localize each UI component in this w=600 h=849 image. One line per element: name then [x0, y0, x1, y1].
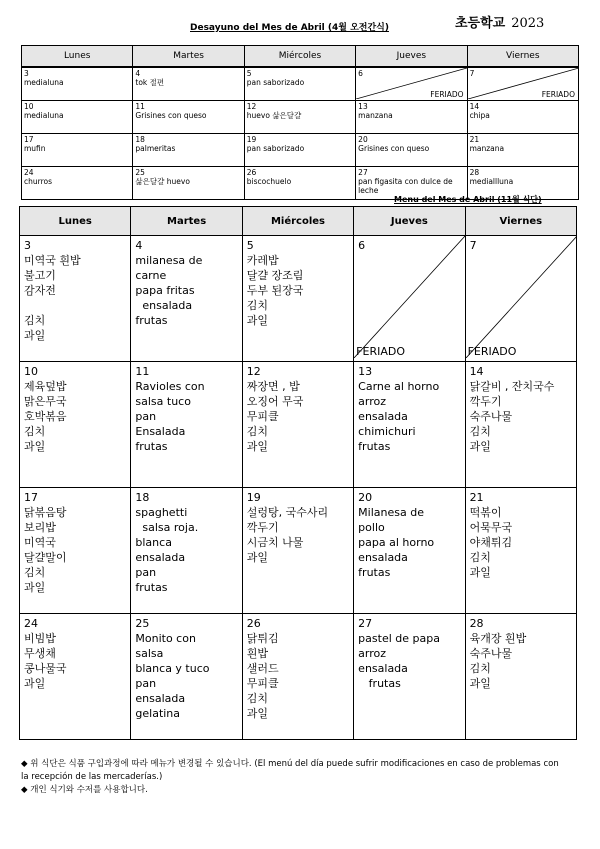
- menu-item: 무피클: [246, 677, 279, 690]
- menu-item: 시금치 나물: [246, 536, 304, 549]
- day-number: 21: [469, 491, 484, 504]
- menu-item: 무생채: [24, 647, 56, 660]
- breakfast-row: [22, 134, 579, 167]
- menu-item: ensalada: [358, 410, 408, 423]
- menu-item: arroz: [358, 647, 387, 660]
- breakfast-item: Grisines con queso: [358, 144, 430, 153]
- note-1: ◆ 위 식단은 식품 구입과정에 따라 메뉴가 변경될 수 있습니다. (El menú del día puede sufrir modificaciones en caso de problemas con la recepción de las mercaderías.): [21, 759, 559, 782]
- menu-cell: [20, 236, 131, 362]
- breakfast-cell: [356, 67, 467, 101]
- menu-cell: [131, 488, 242, 614]
- menu-row: [20, 236, 577, 362]
- menu-item: 김치: [24, 566, 46, 579]
- breakfast-item: pan saborizado: [246, 144, 305, 153]
- holiday-label: FERIADO: [356, 345, 405, 358]
- menu-item: salsa roja.: [135, 521, 199, 534]
- breakfast-item: mediallluna: [469, 177, 514, 186]
- day-header: Miércoles: [244, 46, 355, 68]
- day-number: 6: [358, 239, 366, 252]
- day-number: 25: [135, 617, 150, 630]
- day-header: Jueves: [354, 207, 465, 236]
- menu-item: 과일: [246, 551, 269, 564]
- menu-row: [20, 362, 577, 488]
- breakfast-cell: [467, 67, 578, 101]
- menu-item: Monito con: [135, 632, 196, 645]
- day-header: Martes: [133, 46, 244, 68]
- breakfast-cell: [22, 101, 133, 134]
- menu-item: 콩나물국: [24, 662, 67, 675]
- menu-item: papa fritas: [135, 284, 195, 297]
- breakfast-item: biscochuelo: [246, 177, 292, 186]
- breakfast-item: Grisines con queso: [135, 111, 207, 120]
- holiday-slash-line: [466, 236, 577, 358]
- holiday-label: FERIADO: [541, 90, 575, 99]
- menu-item: 과일: [24, 440, 46, 453]
- day-number: 27: [358, 168, 368, 177]
- menu-item: pan: [135, 677, 157, 690]
- menu-item: 과일: [24, 581, 46, 594]
- menu-item: 흰밥: [246, 647, 269, 660]
- menu-cell: [465, 362, 576, 488]
- menu-item: frutas: [135, 440, 168, 453]
- menu-item: Ensalada: [135, 425, 186, 438]
- day-number: 27: [358, 617, 373, 630]
- lunch-menu-table: [19, 206, 577, 740]
- day-number: 4: [135, 69, 141, 78]
- day-number: 11: [135, 365, 150, 378]
- holiday-slash: [354, 236, 465, 358]
- day-number: 12: [246, 102, 257, 111]
- menu-item: 닭갈비 , 잔치국수: [469, 380, 555, 393]
- menu-item: 무피클: [246, 410, 279, 423]
- menu-item: 설렁탕, 국수사리: [246, 506, 329, 519]
- menu-item: 떡볶이: [469, 506, 502, 519]
- menu-item: 깍두기: [246, 521, 279, 534]
- breakfast-cell: [133, 167, 244, 200]
- day-number: 10: [24, 102, 34, 111]
- menu-item: blanca: [135, 536, 172, 549]
- menu-item: 깍두기: [469, 395, 502, 408]
- menu-item: 달걀 장조림: [246, 269, 304, 282]
- breakfast-item: palmeritas: [135, 144, 176, 153]
- breakfast-item: pan figasita con dulce de leche: [358, 177, 453, 195]
- day-header: Lunes: [22, 46, 133, 68]
- day-number: 25: [135, 168, 145, 177]
- menu-item: 과일: [469, 440, 491, 453]
- holiday-label: FERIADO: [430, 90, 464, 99]
- breakfast-item: chipa: [469, 111, 490, 120]
- day-number: 11: [135, 102, 145, 111]
- day-number: 4: [135, 239, 143, 252]
- menu-cell: [20, 362, 131, 488]
- breakfast-item: medialuna: [24, 111, 64, 120]
- menu-item: 김치: [246, 299, 269, 312]
- day-number: 12: [246, 365, 261, 378]
- menu-item: gelatina: [135, 707, 181, 720]
- menu-item: Carne al horno: [358, 380, 440, 393]
- day-number: 14: [469, 102, 480, 111]
- menu-item: pan: [135, 566, 157, 579]
- breakfast-cell: [133, 67, 244, 101]
- day-number: 20: [358, 135, 368, 144]
- menu-item: 과일: [246, 314, 269, 327]
- breakfast-cell: [467, 134, 578, 167]
- menu-item: 비빔밥: [24, 632, 56, 645]
- menu-row: [20, 488, 577, 614]
- menu-item: 김치: [24, 425, 46, 438]
- day-number: 28: [469, 168, 480, 177]
- school-label: 초등학교: [455, 16, 506, 31]
- breakfast-table: [21, 45, 579, 200]
- breakfast-row: [22, 101, 579, 134]
- menu-cell: [354, 362, 465, 488]
- menu-item: 과일: [469, 677, 491, 690]
- day-header: Viernes: [467, 46, 578, 68]
- breakfast-cell: [22, 134, 133, 167]
- day-header: Miércoles: [242, 207, 353, 236]
- day-number: 20: [358, 491, 373, 504]
- menu-item: 두부 된장국: [246, 284, 304, 297]
- menu-cell: [354, 614, 465, 740]
- menu-cell: [465, 614, 576, 740]
- breakfast-item: mufin: [24, 144, 46, 153]
- menu-item: 김치: [246, 692, 269, 705]
- menu-item: 과일: [469, 566, 491, 579]
- menu-item: 짜장면 , 밥: [246, 380, 300, 393]
- breakfast-item: churros: [24, 177, 52, 186]
- breakfast-cell: [22, 67, 133, 101]
- breakfast-item: medialuna: [24, 78, 64, 87]
- day-number: 14: [469, 365, 484, 378]
- breakfast-cell: [244, 167, 355, 200]
- breakfast-item: manzana: [469, 144, 505, 153]
- breakfast-item: huevo 삶은달걀: [246, 111, 302, 120]
- menu-item: frutas: [358, 566, 391, 579]
- breakfast-cell: [133, 101, 244, 134]
- menu-item: carne: [135, 269, 167, 282]
- menu-item: 숙주나물: [469, 410, 513, 423]
- menu-item: ensalada: [135, 299, 193, 312]
- menu-item: 호박볶음: [24, 410, 67, 423]
- breakfast-cell: [244, 134, 355, 167]
- menu-item: chimichuri: [358, 425, 416, 438]
- day-number: 7: [469, 69, 475, 78]
- menu-item: 카레밥: [246, 254, 279, 267]
- menu-item: milanesa de: [135, 254, 203, 267]
- menu-item: ensalada: [135, 551, 186, 564]
- menu-item: frutas: [135, 581, 168, 594]
- menu-item: 김치: [24, 314, 46, 327]
- menu-item: papa al horno: [358, 536, 435, 549]
- menu-item: 미역국 흰밥: [24, 254, 81, 267]
- menu-item: pollo: [358, 521, 385, 534]
- notes: [21, 758, 566, 797]
- menu-item: salsa: [135, 647, 164, 660]
- breakfast-cell: [133, 134, 244, 167]
- holiday-slash-line: [354, 236, 465, 358]
- menu-item: 닭볶음탕: [24, 506, 67, 519]
- breakfast-cell: [244, 101, 355, 134]
- menu-item: 김치: [469, 425, 491, 438]
- menu-item: ensalada: [358, 551, 408, 564]
- menu-item: 샐러드: [246, 662, 279, 675]
- menu-item: pan: [135, 410, 157, 423]
- breakfast-item: pan saborizado: [246, 78, 305, 87]
- breakfast-cell: [22, 167, 133, 200]
- menu-title: Menu del Mes de Abril (11월 식단): [394, 195, 542, 204]
- breakfast-item: manzana: [358, 111, 393, 120]
- menu-item: 닭튀김: [246, 632, 279, 645]
- menu-cell: [465, 488, 576, 614]
- note-2: ◆ 개인 식기와 수저를 사용합니다.: [21, 785, 148, 795]
- holiday-slash: [466, 236, 577, 358]
- menu-item: 야채튀김: [469, 536, 513, 549]
- day-number: 13: [358, 102, 368, 111]
- menu-item: frutas: [358, 677, 401, 690]
- menu-cell: [20, 488, 131, 614]
- menu-cell: [242, 362, 353, 488]
- menu-item: 과일: [246, 440, 269, 453]
- menu-item: 미역국: [24, 536, 56, 549]
- menu-item: 감자전: [24, 284, 56, 297]
- school-name: [455, 12, 544, 31]
- menu-item: 제육덮밥: [24, 380, 67, 393]
- day-number: 5: [246, 239, 254, 252]
- menu-item: 숙주나물: [469, 647, 513, 660]
- menu-cell: [242, 488, 353, 614]
- breakfast-item: 삶은달걀 huevo: [135, 177, 190, 186]
- day-number: 6: [358, 69, 363, 78]
- menu-item: [24, 298, 126, 313]
- day-number: 19: [246, 135, 257, 144]
- menu-item: 김치: [469, 551, 491, 564]
- day-number: 28: [469, 617, 484, 630]
- day-header: Viernes: [465, 207, 576, 236]
- menu-item: 김치: [246, 425, 269, 438]
- menu-row: [20, 614, 577, 740]
- menu-item: 어묵무국: [469, 521, 513, 534]
- day-number: 3: [24, 69, 29, 78]
- day-number: 5: [246, 69, 252, 78]
- menu-cell: [242, 614, 353, 740]
- menu-item: 과일: [24, 329, 46, 342]
- breakfast-cell: [467, 101, 578, 134]
- day-number: 26: [246, 617, 261, 630]
- menu-item: 불고기: [24, 269, 56, 282]
- breakfast-cell: [356, 101, 467, 134]
- day-number: 18: [135, 135, 145, 144]
- day-header: Martes: [131, 207, 242, 236]
- breakfast-title: Desayuno del Mes de Abril (4월 오전간식): [190, 23, 389, 33]
- breakfast-cell: [244, 67, 355, 101]
- day-number: 10: [24, 365, 38, 378]
- day-number: 17: [24, 135, 34, 144]
- day-number: 24: [24, 168, 34, 177]
- day-number: 21: [469, 135, 480, 144]
- menu-item: salsa tuco: [135, 395, 191, 408]
- day-header: Jueves: [356, 46, 467, 68]
- day-header: Lunes: [20, 207, 131, 236]
- day-number: 13: [358, 365, 373, 378]
- menu-item: spaghetti: [135, 506, 188, 519]
- day-number: 17: [24, 491, 38, 504]
- menu-item: blanca y tuco: [135, 662, 210, 675]
- menu-item: 육개장 흰밥: [469, 632, 527, 645]
- menu-item: Ravioles con: [135, 380, 205, 393]
- menu-cell: [354, 488, 465, 614]
- breakfast-item: tok 절편: [135, 78, 165, 87]
- menu-item: ensalada: [135, 692, 186, 705]
- menu-item: 과일: [246, 707, 269, 720]
- menu-item: 과일: [24, 677, 46, 690]
- year-label: 2023: [511, 16, 545, 31]
- menu-cell: [354, 236, 465, 362]
- day-number: 7: [469, 239, 477, 252]
- menu-item: 맑은무국: [24, 395, 67, 408]
- breakfast-cell: [356, 134, 467, 167]
- menu-item: Milanesa de: [358, 506, 424, 519]
- menu-item: 달걀말이: [24, 551, 67, 564]
- day-number: 24: [24, 617, 38, 630]
- menu-item: 오징어 무국: [246, 395, 304, 408]
- menu-item: pastel de papa: [358, 632, 440, 645]
- day-number: 18: [135, 491, 150, 504]
- menu-item: arroz: [358, 395, 387, 408]
- menu-cell: [131, 236, 242, 362]
- menu-cell: [20, 614, 131, 740]
- menu-cell: [131, 362, 242, 488]
- day-number: 19: [246, 491, 261, 504]
- day-number: 26: [246, 168, 257, 177]
- menu-item: frutas: [135, 314, 168, 327]
- menu-item: 김치: [469, 662, 491, 675]
- day-number: 3: [24, 239, 31, 252]
- holiday-label: FERIADO: [467, 345, 517, 358]
- menu-item: ensalada: [358, 662, 408, 675]
- menu-cell: [131, 614, 242, 740]
- menu-cell: [242, 236, 353, 362]
- menu-cell: [465, 236, 576, 362]
- menu-item: frutas: [358, 440, 391, 453]
- menu-item: 보리밥: [24, 521, 56, 534]
- breakfast-row: [22, 67, 579, 101]
